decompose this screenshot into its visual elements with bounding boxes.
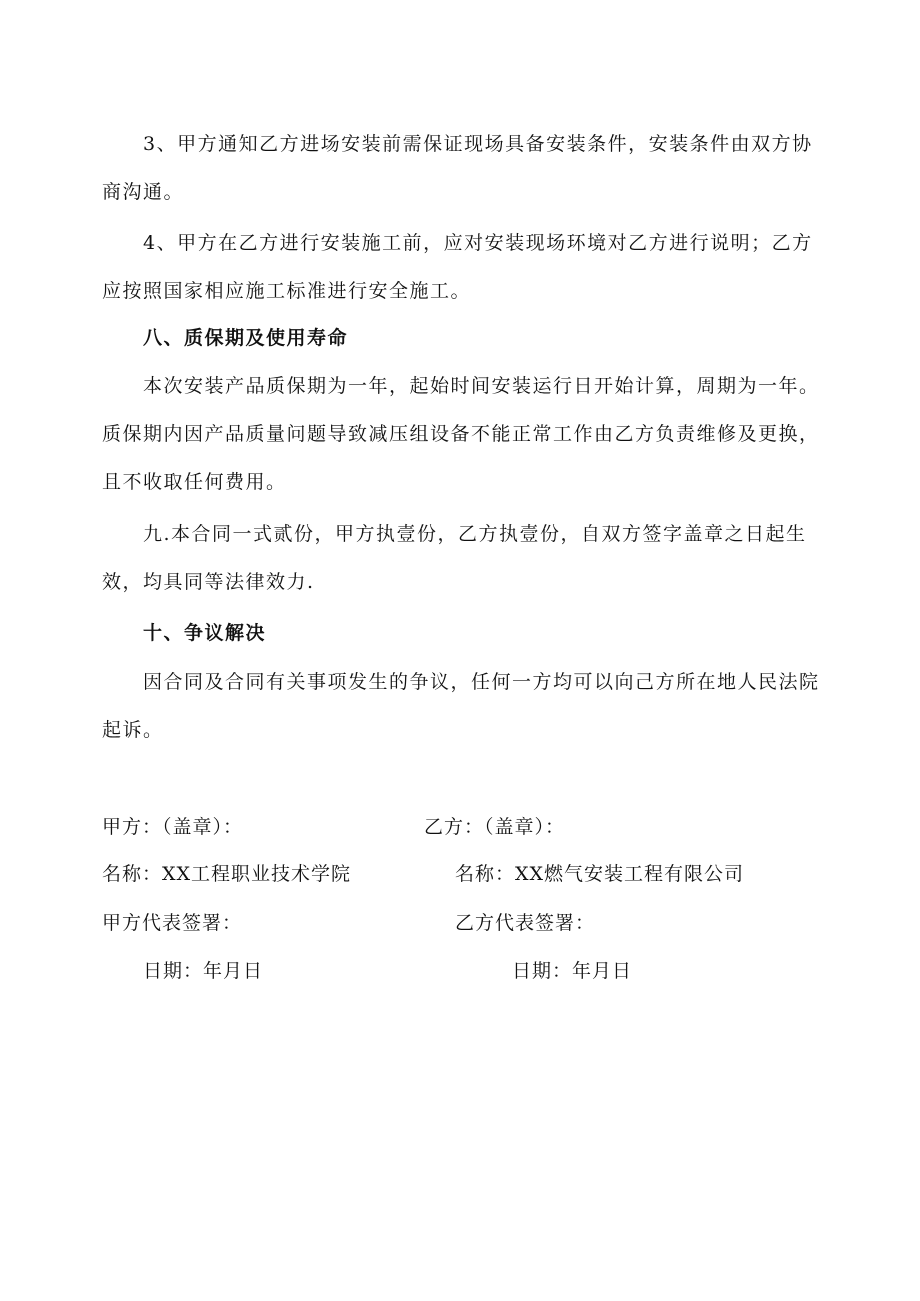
- party-a-date: 日期：年月日: [143, 960, 264, 982]
- party-a-name: 名称：XX工程职业技术学院: [102, 863, 352, 885]
- party-b-date: 日期：年月日: [512, 960, 633, 982]
- section-8-heading: 八、质保期及使用寿命: [143, 327, 349, 349]
- party-b-seal: 乙方：（盖章）：: [424, 816, 566, 838]
- clause-3: 3、甲方通知乙方进场安装前需保证现场具备安装条件，安装条件由双方协商沟通。: [102, 133, 813, 203]
- section-10-body: 因合同及合同有关事项发生的争议，任何一方均可以向己方所在地人民法院起诉。: [102, 671, 820, 741]
- section-8-body: 本次安装产品质保期为一年，起始时间安装运行日开始计算，周期为一年。质保期内因产品质量问题导致减压组设备不能正常工作由乙方负责维修及更换，且不收取任何费用。: [102, 375, 820, 493]
- section-10-heading: 十、争议解决: [143, 622, 267, 644]
- section-9-body: 九.本合同一式贰份，甲方执壹份，乙方执壹份，自双方签字盖章之日起生效，均具同等法律效力.: [102, 523, 807, 593]
- clause-4: 4、甲方在乙方进行安装施工前，应对安装现场环境对乙方进行说明；乙方应按照国家相应施工标准进行安全施工。: [102, 232, 813, 302]
- party-a-seal: 甲方：（盖章）：: [102, 816, 244, 838]
- party-b-name: 名称：XX燃气安装工程有限公司: [455, 863, 745, 885]
- party-b-representative: 乙方代表签署：: [455, 912, 596, 934]
- party-a-representative: 甲方代表签署：: [102, 912, 243, 934]
